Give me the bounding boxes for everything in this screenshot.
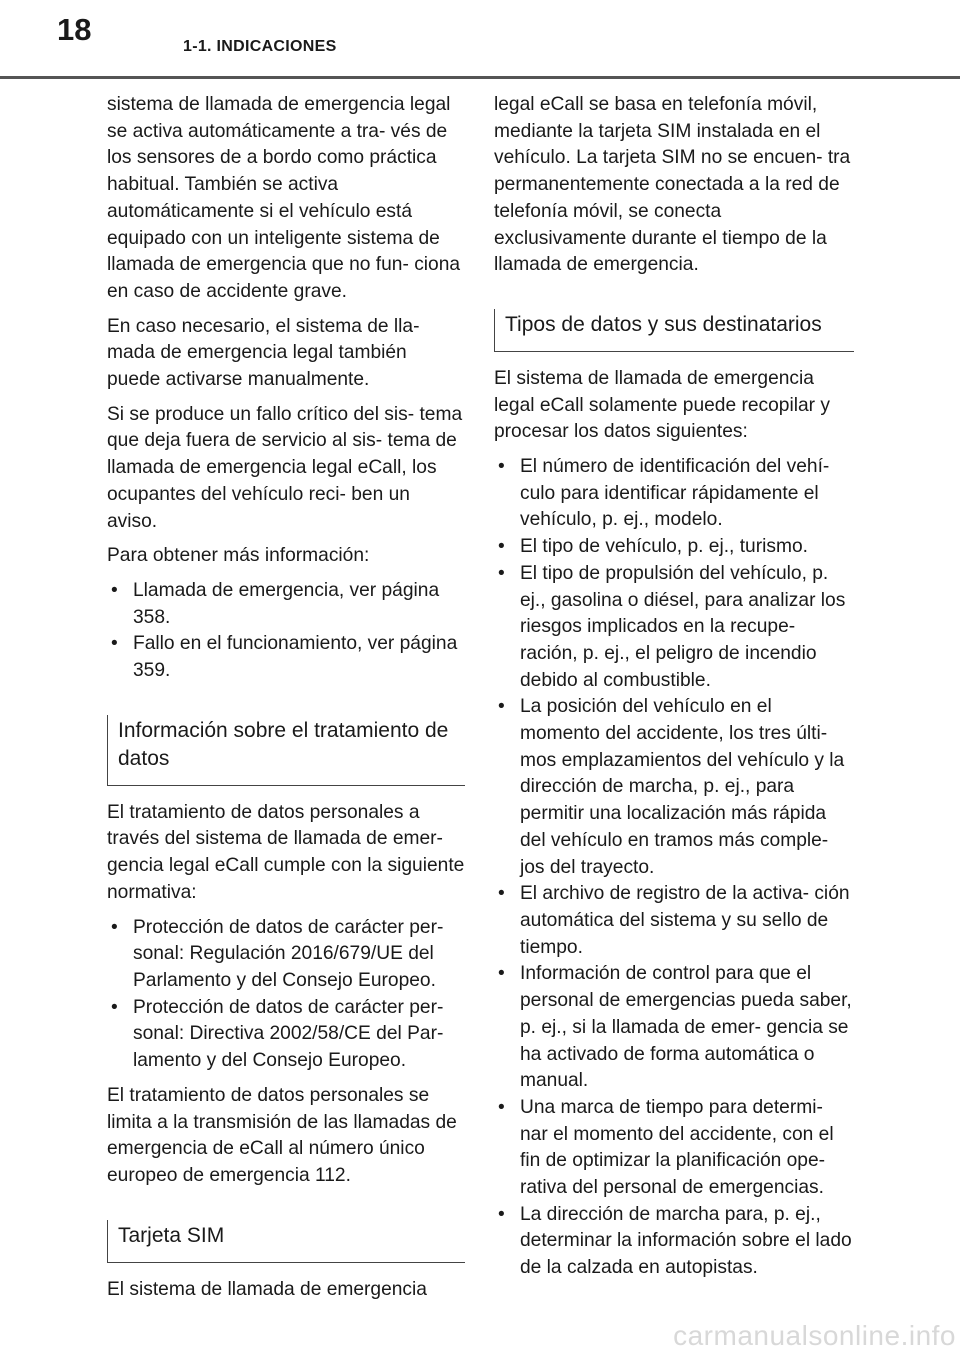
bullet-list: [107, 578, 465, 685]
paragraph: El tratamiento de datos personales a través del sistema de llamada de emer- gencia legal eCall cumple con la siguiente normativa:: [107, 801, 465, 903]
list-item: • El número de identificación del vehí- culo para identificar rápidamente el vehículo, p. ej., modelo.: [494, 454, 854, 534]
left-column: [107, 92, 465, 1311]
section-heading-data-processing: Información sobre el tratamiento de datos: [107, 715, 465, 786]
list-item: • El tipo de vehículo, p. ej., turismo.: [494, 534, 854, 561]
chapter-title: 1-1. INDICACIONES: [183, 38, 337, 55]
right-column: [494, 92, 854, 1290]
header-divider: [0, 76, 960, 79]
watermark: carmanualsonline.info: [673, 1320, 956, 1351]
page-number: 18: [57, 12, 92, 47]
paragraph: El tratamiento de datos personales se limita a la transmisión de las llamadas de emergencia de eCall al número único europeo de emergencia 112.: [107, 1084, 457, 1186]
list-item: • La dirección de marcha para, p. ej., determinar la información sobre el lado de la calzada en autopistas.: [494, 1202, 854, 1282]
paragraph: Para obtener más información:: [107, 545, 370, 567]
bullet-list: [107, 915, 465, 1075]
bullet-list: [494, 454, 854, 1282]
paragraph: En caso necesario, el sistema de lla- mada de emergencia legal también puede activarse manualmente.: [107, 315, 420, 391]
section-heading-sim-card: Tarjeta SIM: [107, 1220, 465, 1263]
list-item: • La posición del vehículo en el momento del accidente, los tres últi- mos emplazamientos del vehículo y la dirección de marcha, p. ej., para permitir una localización más rápida del vehículo en tramos más comple- jos del trayecto.: [494, 694, 854, 881]
list-item: • Llamada de emergencia, ver página 358.: [107, 578, 465, 631]
list-item: • Protección de datos de carácter per- sonal: Regulación 2016/679/UE del Parlamento y del Consejo Europeo.: [107, 915, 465, 995]
page-header: [0, 0, 960, 78]
list-item: • El tipo de propulsión del vehículo, p. ej., gasolina o diésel, para analizar los riesgos implicados en la recupe- ración, p. ej., el peligro de incendio debido al combustible.: [494, 561, 854, 695]
list-item: • Información de control para que el personal de emergencias pueda saber, p. ej., si la llamada de emer- gencia se ha activado de forma automática o manual.: [494, 961, 854, 1095]
list-item: • Protección de datos de carácter per- sonal: Directiva 2002/58/CE del Par- lamento y del Consejo Europeo.: [107, 995, 465, 1075]
list-item: • Una marca de tiempo para determi- nar el momento del accidente, con el fin de optimizar la planificación ope- rativa del personal de emergencias.: [494, 1095, 854, 1202]
paragraph: El sistema de llamada de emergencia: [107, 1278, 427, 1300]
paragraph: Si se produce un fallo crítico del sis- tema que deja fuera de servicio al sis- tema de llamada de emergencia legal eCall, los ocupantes del vehículo reci- ben un aviso.: [107, 403, 463, 532]
section-heading-data-types: Tipos de datos y sus destinatarios: [494, 309, 854, 352]
list-item: • El archivo de registro de la activa- ción automática del sistema y su sello de tiempo.: [494, 881, 854, 961]
list-item: • Fallo en el funcionamiento, ver página 359.: [107, 631, 465, 684]
paragraph: legal eCall se basa en telefonía móvil, mediante la tarjeta SIM instalada en el vehículo. La tarjeta SIM no se encuen- tra permanentemente conectada a la red de telefonía móvil, se conecta exclusivamente durante el tiempo de la llamada de emergencia.: [494, 94, 851, 276]
paragraph: El sistema de llamada de emergencia legal eCall solamente puede recopilar y procesar los datos siguientes:: [494, 367, 830, 443]
paragraph: sistema de llamada de emergencia legal se activa automáticamente a tra- vés de los sensores de a bordo como práctica habitual. También se activa automáticamente si el vehículo está equipado con un inteligente sistema de llamada de emergencia que no fun- ciona en caso de accidente grave.: [107, 94, 461, 302]
